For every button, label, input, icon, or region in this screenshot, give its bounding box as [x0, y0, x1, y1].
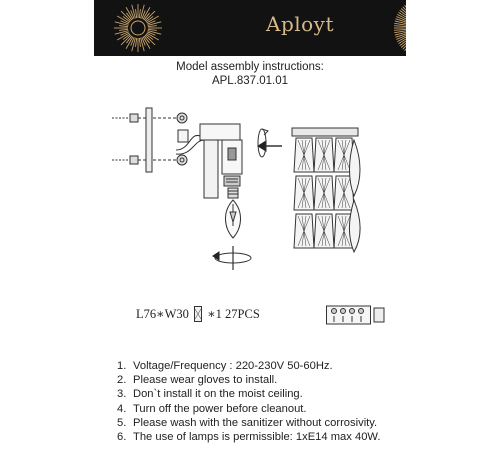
- candle-bulb-icon: [225, 188, 240, 238]
- instruction-item: [117, 387, 487, 401]
- mounting-plate: [146, 108, 152, 172]
- instruction-number: 5.: [117, 416, 127, 429]
- instruction-number: 3.: [117, 388, 127, 401]
- instruction-text: Please wash with the sanitizer without corrosivity.: [133, 416, 378, 429]
- brand-banner: [94, 0, 406, 56]
- screw-bottom: [112, 156, 138, 164]
- instruction-item: [117, 416, 487, 430]
- safety-instructions-list: [117, 359, 487, 444]
- model-number: APL.837.01.01: [211, 75, 289, 87]
- instruction-text: Voltage/Frequency : 220-230V 50-60Hz.: [133, 360, 333, 372]
- crystal-assembly: [292, 128, 360, 252]
- instruction-text: Please wear gloves to install.: [133, 374, 278, 387]
- assembly-diagram: [0, 90, 500, 300]
- crystal-drop: [314, 176, 334, 210]
- screw-top: [112, 114, 138, 122]
- dimension-label: L76∗W30: [136, 307, 189, 322]
- brand-name: Aployt: [266, 12, 335, 36]
- crystal-icon: [194, 306, 202, 322]
- instruction-number: 4.: [117, 402, 127, 415]
- instruction-item: [117, 402, 487, 416]
- crystal-drop: [314, 138, 334, 172]
- rotate-arrow-icon-bottom: [213, 246, 251, 270]
- instruction-number: 6.: [117, 431, 127, 444]
- lamp-arm: [200, 124, 240, 140]
- instruction-text: The use of lamps is permissible: 1xE14 max 40W.: [133, 431, 381, 444]
- instruction-text: Turn off the power before cleanout.: [133, 402, 307, 415]
- document-title: Model assembly instructions:: [176, 61, 324, 73]
- crystal-drop: [294, 176, 314, 210]
- instruction-number: 2.: [117, 374, 127, 387]
- instruction-item: [117, 359, 487, 373]
- crystal-drop: [294, 214, 314, 248]
- instruction-item: [117, 430, 487, 444]
- parts-spec: [136, 306, 260, 322]
- instruction-number: 1.: [117, 360, 127, 372]
- document-title-block: [0, 60, 500, 88]
- instruction-text: Don`t install it on the moist ceiling.: [133, 388, 303, 401]
- crystal-drop: [314, 214, 334, 248]
- crystal-drop: [294, 138, 314, 172]
- sunburst-logo-icon: [94, 0, 406, 56]
- terminal-block-icon: [326, 302, 388, 326]
- instruction-item: [117, 373, 487, 387]
- quantity-label: ∗1 27PCS: [207, 307, 260, 322]
